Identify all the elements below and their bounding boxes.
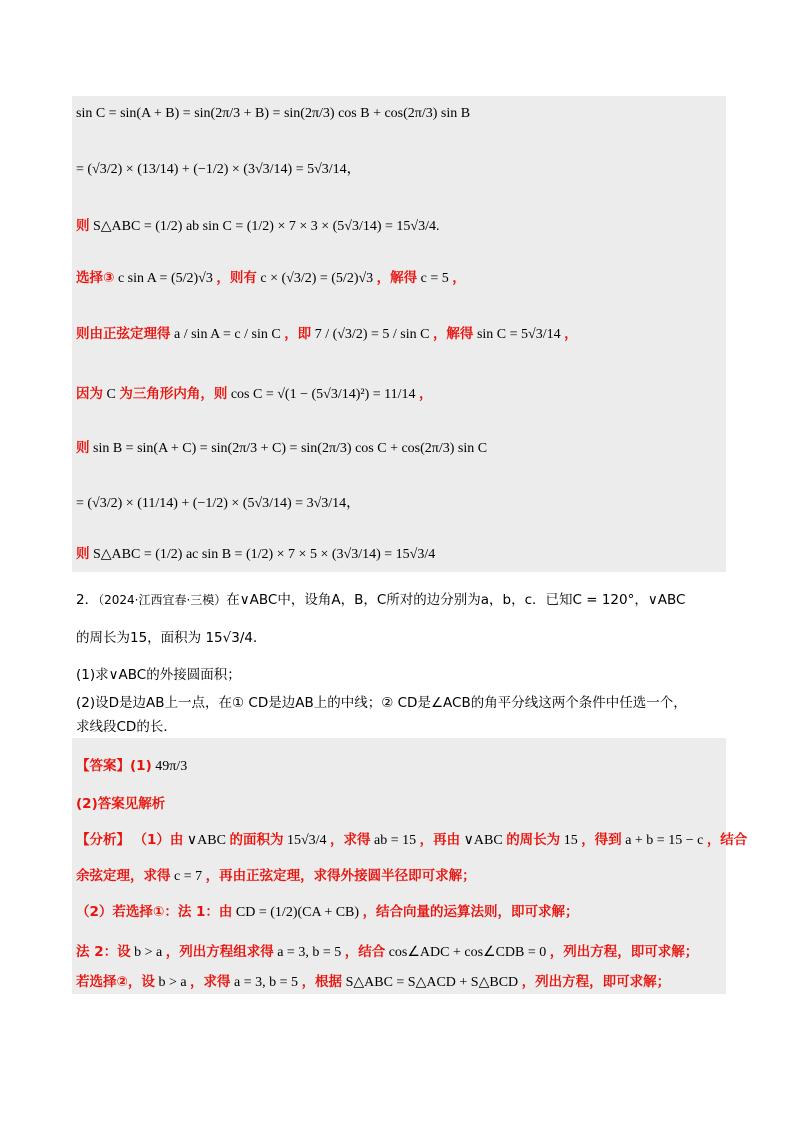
analysis-label: 【分析】 — [76, 832, 130, 848]
math-expr: S△ABC = (1/2) ac sin B = (1/2) × 7 × 5 × (3√3/14) = 15√3/4 — [93, 547, 436, 562]
area-formula: S△ABC = (1/2) ab sin C = (1/2) × 7 × 3 × (5√3/14) = 15√3/4. — [93, 219, 440, 234]
text: 若选择②，设 — [76, 974, 155, 990]
text: 则 — [76, 546, 90, 562]
sol-line-2: = (√3/2) × (13/14) + (−1/2) × (3√3/14) = 5√3/14， — [76, 162, 361, 177]
text: ，列出方程，即可求解； — [521, 974, 671, 990]
math-expr: b > a — [158, 975, 187, 990]
math-expr: a / sin A = c / sin C — [174, 327, 281, 342]
sol-label: 则 — [76, 218, 90, 234]
text: ， — [452, 270, 466, 286]
analysis-line-4 — [76, 942, 698, 963]
text: （1）由 — [133, 832, 184, 848]
text: ， — [419, 386, 433, 402]
math-expr: CD = (1/2)(CA + CB) — [235, 905, 360, 920]
text: ，列出方程，即可求解； — [549, 944, 699, 960]
problem-number: 2． — [76, 592, 99, 608]
math-expr: sin C = 5√3/14 — [476, 327, 561, 342]
analysis-line-5 — [76, 972, 670, 993]
math-expr: a = 3, b = 5 — [234, 975, 299, 990]
math-expr: 15 — [563, 833, 578, 848]
problem-source: （2024·江西宜春·三模） — [98, 593, 227, 607]
problem-2-line-2: 的周长为15，面积为 15√3/4． — [76, 630, 267, 646]
analysis-line-1 — [76, 830, 747, 851]
math-expr: a + b = 15 − c — [625, 833, 704, 848]
math-expr: a = 3, b = 5 — [277, 945, 342, 960]
math-expr: ∨ABC — [186, 833, 226, 848]
text: ，求得 — [190, 974, 231, 990]
math-expr: ∨ABC — [463, 833, 503, 848]
question-2-cont: 求线段CD的长． — [76, 719, 177, 735]
text: ，再由 — [419, 832, 461, 848]
text: 的周长为 — [506, 832, 561, 848]
text: 则由正弦定理得 — [76, 326, 171, 342]
analysis-line-2 — [76, 866, 476, 887]
text: ，结合向量的运算法则，即可求解； — [362, 904, 579, 920]
text: 的面积为 — [229, 832, 284, 848]
text: ， — [564, 326, 578, 342]
math-expr: S△ABC = S△ACD + S△BCD — [345, 975, 519, 990]
answer-label: 【答案】(1) — [76, 758, 152, 774]
text: ，结合 — [344, 944, 386, 960]
sol-line-5 — [76, 324, 578, 345]
text: ，结合 — [706, 832, 748, 848]
text: ，列出方程组求得 — [165, 944, 274, 960]
math-expr: C — [106, 387, 116, 402]
text: 余弦定理，求得 — [76, 868, 171, 884]
math-expr: c × (√3/2) = (5/2)√3 — [260, 271, 374, 286]
text: ，解得 — [376, 270, 418, 286]
math-expr: c = 7 — [174, 869, 203, 884]
sol-line-7 — [76, 438, 487, 459]
choice-3-label: 选择③ — [76, 270, 115, 286]
text: ，解得 — [432, 326, 474, 342]
math-expr: cos C = √(1 − (5√3/14)²) = 11/14 — [230, 387, 416, 402]
sol-line-8: = (√3/2) × (11/14) + (−1/2) × (5√3/14) = 3√3/14， — [76, 496, 361, 511]
text: 法 2：设 — [76, 944, 131, 960]
text: ，得到 — [581, 832, 622, 848]
math-expr: cos∠ADC + cos∠CDB = 0 — [388, 945, 547, 960]
sol-line-9 — [76, 544, 435, 565]
math-expr: 7 / (√3/2) = 5 / sin C — [314, 327, 430, 342]
text: （2）若选择①：法 1：由 — [76, 904, 233, 920]
text: 因为 — [76, 386, 103, 402]
problem-2-line-1 — [76, 590, 685, 610]
math-expr: c sin A = (5/2)√3 — [117, 271, 213, 286]
analysis-line-3 — [76, 902, 579, 923]
math-expr: c = 5 — [420, 271, 449, 286]
text: ，再由正弦定理，求得外接圆半径即可求解； — [205, 868, 476, 884]
math-expr: b > a — [134, 945, 163, 960]
question-2: (2)设D是边AB上一点，在① CD是边AB上的中线；② CD是∠ACB的角平分线这两个条件中任选一个， — [76, 695, 687, 711]
text: ，求得 — [330, 832, 371, 848]
sol-line-4 — [76, 268, 466, 289]
math-expr: 15√3/4 — [286, 833, 327, 848]
text: 则 — [76, 440, 90, 456]
text: ，根据 — [301, 974, 343, 990]
answer-part-2: (2)答案见解析 — [76, 796, 166, 812]
sol-line-3 — [76, 216, 440, 237]
text: ，则有 — [216, 270, 257, 286]
math-expr: sin B = sin(A + C) = sin(2π/3 + C) = sin(2π/3) cos C + cos(2π/3) sin C — [93, 441, 488, 456]
text: 为三角形内角，则 — [119, 386, 228, 402]
math-expr: ab = 15 — [374, 833, 417, 848]
question-1: (1)求∨ABC的外接圆面积； — [76, 667, 241, 683]
answer-value: 49π/3 — [155, 759, 188, 774]
sol-line-1: sin C = sin(A + B) = sin(2π/3 + B) = sin(2π/3) cos B + cos(2π/3) sin B — [76, 106, 471, 121]
text: ，即 — [284, 326, 312, 342]
sol-line-6 — [76, 384, 433, 405]
answer-line — [76, 756, 187, 777]
problem-text: 在∨ABC中，设角A，B，C所对的边分别为a，b，c．已知C = 120°，∨ABC — [226, 592, 686, 608]
